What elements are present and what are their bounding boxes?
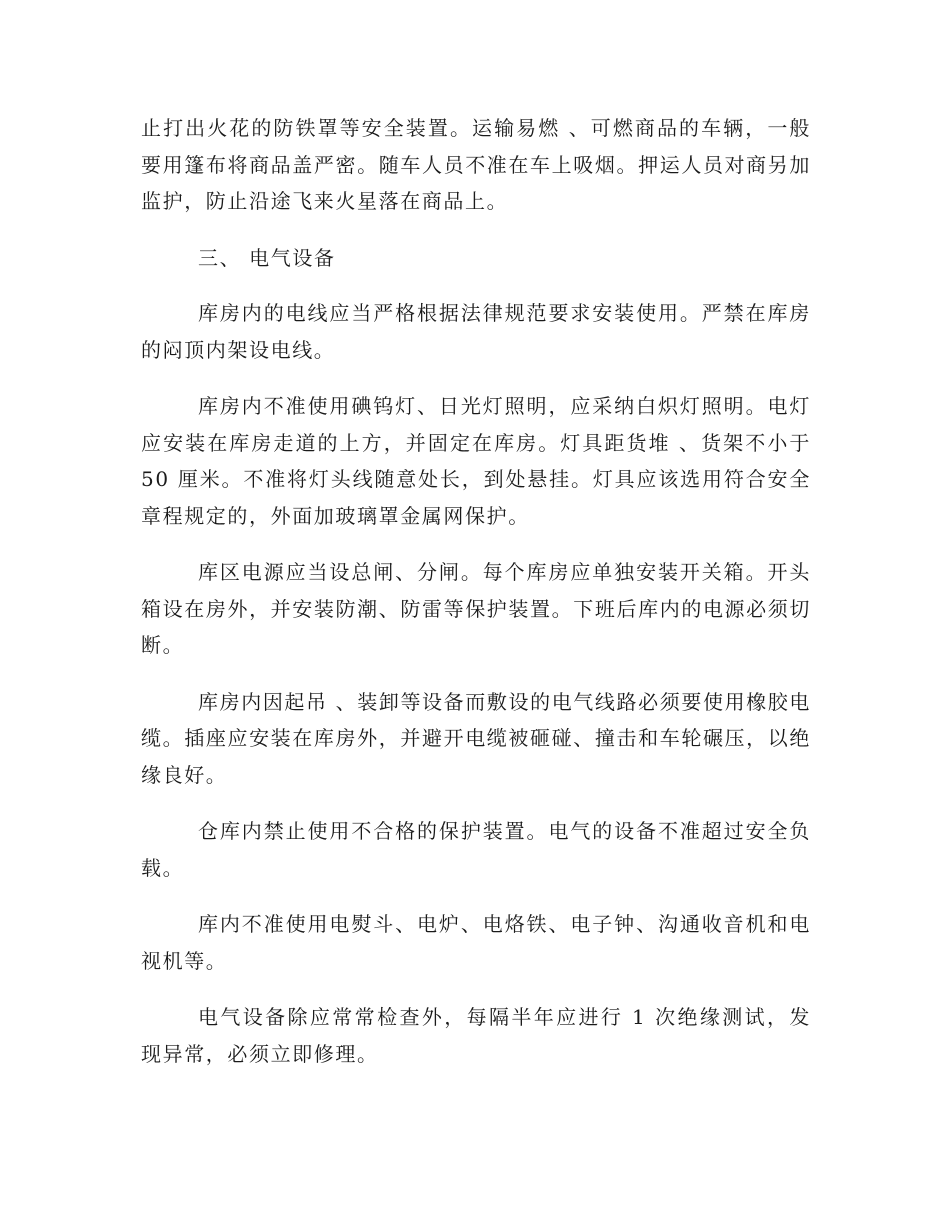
paragraph: 电气设备除应常常检查外，每隔半年应进行 1 次绝缘测试，发现异常，必须立即修理。 — [141, 1005, 811, 1066]
section-heading: 三、 电气设备 — [198, 245, 336, 270]
paragraph: 库内不准使用电熨斗、电炉、电烙铁、电子钟、沟通收音机和电视机等。 — [141, 912, 811, 973]
paragraph: 库房内的电线应当严格根据法律规范要求安装使用。严禁在库房的闷顶内架设电线。 — [141, 301, 811, 362]
paragraph: 库房内因起吊 、装卸等设备而敷设的电气线路必须要使用橡胶电缆。插座应安装在库房外，并避开电缆被砸碰、撞击和车轮碾压，以绝缘良好。 — [141, 689, 811, 787]
document-body — [141, 110, 811, 1092]
paragraph: 仓库内禁止使用不合格的保护装置。电气的设备不准超过安全负载。 — [141, 819, 811, 880]
paragraph: 库区电源应当设总闸、分闸。每个库房应单独安装开关箱。开头箱设在房外，并安装防潮、防雷等保护装置。下班后库内的电源必须切断。 — [141, 560, 811, 657]
paragraph-continuation: 止打出火花的防铁罩等安全装置。运输易燃 、可燃商品的车辆，一般要用篷布将商品盖严密。随车人员不准在车上吸烟。押运人员对商另加监护，防止沿途飞来火星落在商品上。 — [141, 116, 811, 213]
paragraph: 库房内不准使用碘钨灯、日光灯照明，应采纳白炽灯照明。电灯应安装在库房走道的上方，并固定在库房。灯具距货堆 、货架不小于50 厘米。不准将灯头线随意处长，到处悬挂。灯具应该选用符合安全章程规定的，外面加玻璃罩金属网保护。 — [141, 394, 811, 528]
